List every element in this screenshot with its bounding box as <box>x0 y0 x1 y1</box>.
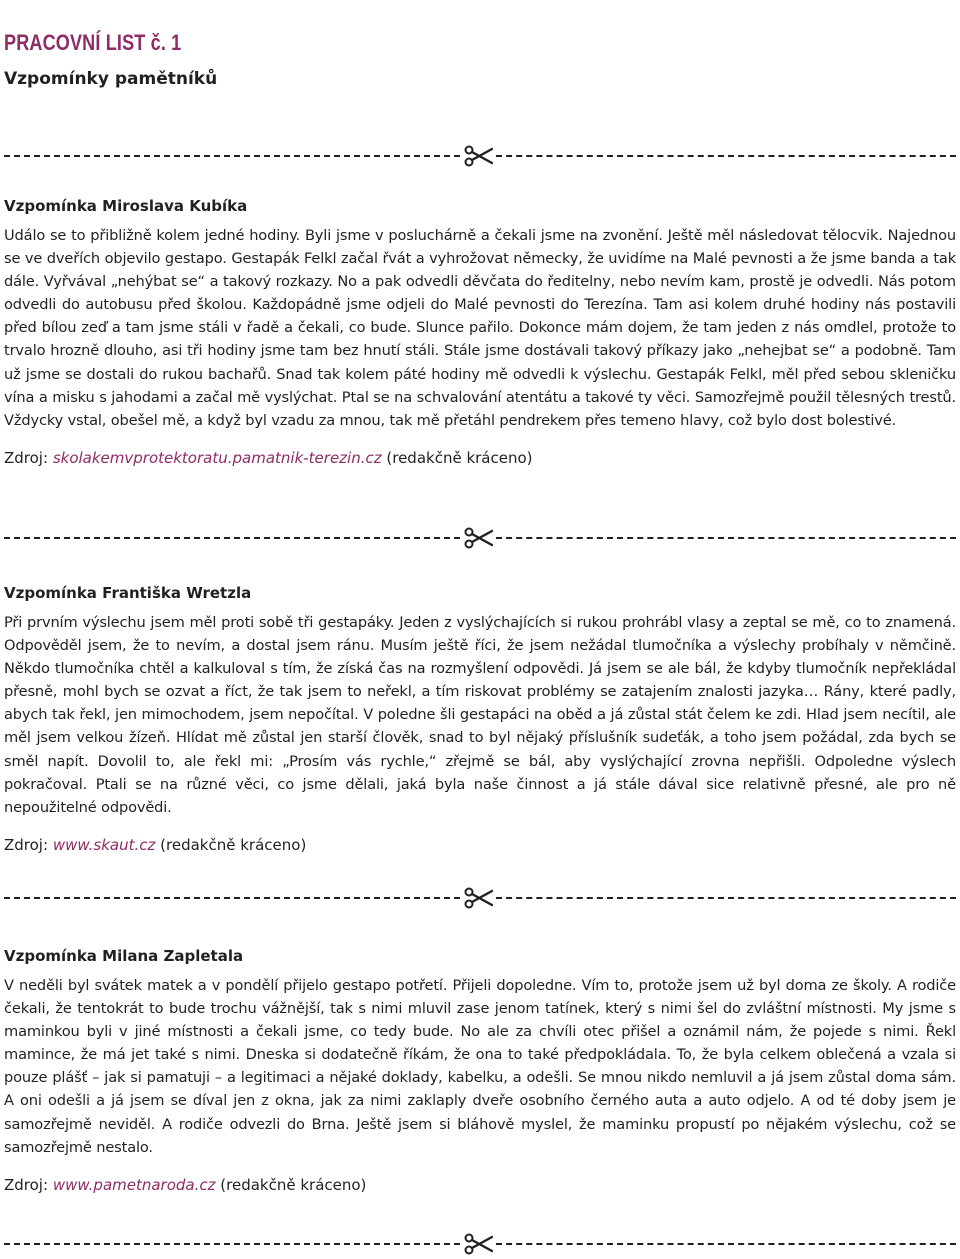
source-link[interactable]: skolakemvprotektoratu.pamatnik-terezin.cz <box>52 448 382 467</box>
section-source <box>4 835 956 855</box>
memory-section-kubik <box>4 196 956 468</box>
section-heading: Vzpomínka Miroslava Kubíka <box>4 197 248 215</box>
cut-line-dash-right <box>496 897 956 899</box>
cut-line-3 <box>4 888 956 908</box>
source-prefix: Zdroj: <box>4 448 53 467</box>
section-text: Událo se to přibližně kolem jedné hodiny. Byli jsme v posluchárně a čekali jsme na zvonění. Ještě měl následovat tělocvik. Najednou se ve dveřích objevilo gestapo. Gestapák Felkl začal řvát a vyhrožovat německy, že uvidíme na Malé pevnosti a že jsme banda a tak dále. Vyřvával „nehýbat se“ a takový rozkazy. No a pak odvedli děvčata do ředitelny, nebo nevím kam, prostě je odvedli. Nás potom odvedli do autobusu před školou. Každopádně jsme odjeli do Malé pevnosti do Terezína. Tam asi kolem druhé hodiny nás postavili před bílou zeď a tam jsme stáli v řadě a čekali, co bude. Slunce pařilo. Dokonce mám dojem, že tam jeden z nás omdlel, protože to trvalo hrozně dlouho, asi tři hodiny jsme tam bez hnutí stáli. Stále jsme dostávali takový příkazy jako „nehejbat se“ a podobně. Tam už jsme se dostali do rukou bachařů. Snad tak kolem páté hodiny mě odvedli k výslechu. Gestapák Felkl, měl před sebou skleničku vína a misku s jahodami a začal mě vyslýchat. Ptal se na schvalování atentátu a takové ty věci. Samozřejmě použil tělesných trestů. Vždycky vstal, obešel mě, a když byl vzadu za mnou, tak mě přetáhl pendrekem přes temeno hlavy, což bylo dost bolestivé. <box>4 227 956 429</box>
scissors-icon <box>464 886 494 910</box>
cut-line-4 <box>4 1234 956 1254</box>
cut-line-dash-left <box>4 897 460 899</box>
cut-line-dash-left <box>4 537 460 539</box>
section-text: V neděli byl svátek matek a v pondělí přijelo gestapo potřetí. Přijeli dopoledne. Vím to, protože jsem už byl doma ze školy. A rodiče čekali, že tentokrát to bude trochu vážnější, tak s nimi mluvil zase jenom tatínek, který s nimi šel do zvláštní místnosti. My jsme s maminkou byli v jiné místnosti a čekali jsme, co tedy bude. No ale za chvíli otec přišel a oznámil nám, že pojede s nimi. Řekl mamince, že má jet také s nimi. Dneska si dodatečně říkám, že ona to také předpokládala. To, že byla celkem oblečená a vzala si pouze plášť – jak si pamatuji – a legitimaci a nějaké doklady, kabelku, a odešli. Se mnou nikdo nemluvil a já jsem zůstal doma sám. A oni odešli a já jsem se díval jen z okna, jak za nimi zaklaply dveře osobního černého auta a auto odjelo. A od té doby jsem je samozřejmě neviděl. A rodiče odvezli do Brna. Ještě jsem si bláhově myslel, že maminku propustí po nějakém výslechu, což se samozřejmě nestalo. <box>4 977 956 1156</box>
cut-line-dash-left <box>4 1243 460 1245</box>
section-source <box>4 448 956 468</box>
source-link[interactable]: www.pametnaroda.cz <box>52 1175 216 1194</box>
source-suffix: (redakčně kráceno) <box>215 1175 367 1194</box>
worksheet-label: PRACOVNÍ LIST č. 1 <box>4 30 182 55</box>
cut-line-dash-right <box>496 1243 956 1245</box>
cut-line-dash-right <box>496 155 956 157</box>
cut-line-dash-left <box>4 155 460 157</box>
section-source <box>4 1175 956 1195</box>
scissors-icon <box>464 526 494 550</box>
worksheet-header <box>4 30 220 90</box>
section-heading: Vzpomínka Milana Zapletala <box>4 947 244 965</box>
source-prefix: Zdroj: <box>4 1175 53 1194</box>
page-title: Vzpomínky pamětníků <box>4 69 218 89</box>
scissors-icon <box>464 144 494 168</box>
cut-line-1 <box>4 146 956 166</box>
scissors-icon <box>464 1232 494 1256</box>
memory-section-wretzl <box>4 583 956 855</box>
section-heading: Vzpomínka Františka Wretzla <box>4 584 252 602</box>
source-prefix: Zdroj: <box>4 835 53 854</box>
memory-section-zapletal <box>4 946 956 1195</box>
source-suffix: (redakčně kráceno) <box>155 835 307 854</box>
section-text: Při prvním výslechu jsem měl proti sobě tři gestapáky. Jeden z vyslýchajících si rukou prohrábl vlasy a zeptal se mě, co to znamená. Odpověděl jsem, že to nevím, a dostal jsem ránu. Musím ještě říci, že jsem nežádal tlumočníka a výslechy probíhaly v němčině. Někdo tlumočníka chtěl a kalkuloval s tím, že získá čas na rozmyšlení odpovědi. Já jsem se ale bál, že kdyby tlumočník nepřekládal přesně, mohl bych se ozvat a říct, že tak jsem to neřekl, a tím riskovat problémy se zatajením znalosti jazyka… Rány, které padly, abych tak řekl, jen mimochodem, jsem nepočítal. V poledne šli gestapáci na oběd a já zůstal stát čelem ke zdi. Hlad jsem necítil, ale měl jsem velkou žízeň. Hlídat mě zůstal jen starší člověk, snad to byl nějaký příslušník sudeťák, a toho jsem požádal, zda bych se směl napít. Dovolil to, ale řekl mi: „Prosím vás rychle,“ zřejmě se bál, aby vyslýchající zrovna nepřišli. Odpoledne výslech pokračoval. Ptali se na různé věci, co jsme dělali, jaká byla naše činnost a já stále dával sice relativně přesné, ale pro ně nepoužitelné odpovědi. <box>4 614 956 816</box>
source-link[interactable]: www.skaut.cz <box>52 835 156 854</box>
source-suffix: (redakčně kráceno) <box>381 448 533 467</box>
cut-line-dash-right <box>496 537 956 539</box>
cut-line-2 <box>4 528 956 548</box>
